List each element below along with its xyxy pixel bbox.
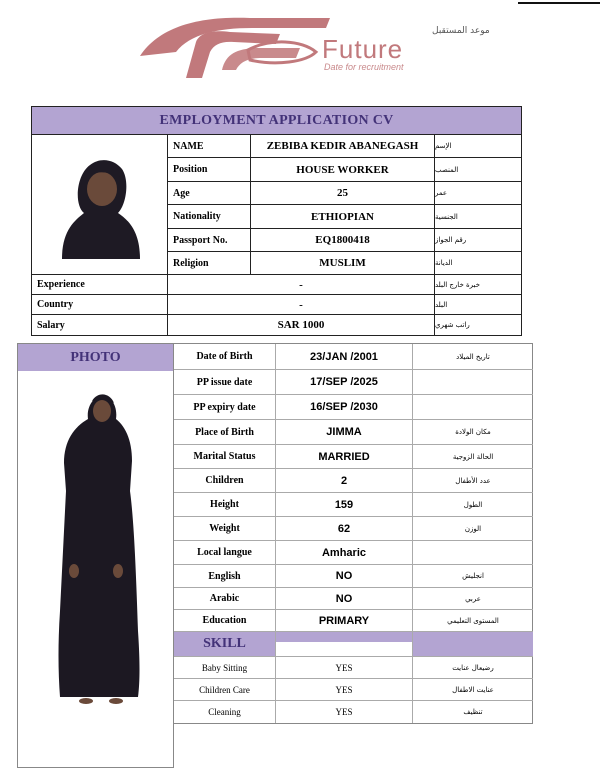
detail-label: Local langue bbox=[174, 541, 276, 564]
portrait-photo bbox=[32, 135, 168, 275]
row-arabic: خبرة خارج البلد bbox=[435, 280, 480, 289]
detail-label: Date of Birth bbox=[174, 344, 276, 369]
detail-label: Weight bbox=[174, 517, 276, 540]
row-value: - bbox=[168, 295, 435, 314]
row-value: HOUSE WORKER bbox=[251, 158, 435, 181]
skill-value: YES bbox=[276, 679, 413, 700]
full-photo-panel bbox=[17, 343, 174, 768]
detail-label: PP issue date bbox=[174, 370, 276, 394]
row-value: 25 bbox=[251, 182, 435, 204]
detail-arabic: الحالة الزوجية bbox=[452, 452, 494, 461]
detail-arabic bbox=[413, 370, 533, 394]
cv-row-salary bbox=[32, 315, 521, 335]
detail-label: Place of Birth bbox=[174, 420, 276, 444]
row-value: - bbox=[168, 275, 435, 294]
portrait-image bbox=[32, 135, 168, 275]
skill-header-right bbox=[413, 632, 533, 656]
row-arabic: الإسم bbox=[435, 142, 452, 150]
detail-value: NO bbox=[276, 588, 413, 609]
row-label: Salary bbox=[32, 315, 168, 335]
detail-arabic bbox=[413, 395, 533, 419]
row-value: ETHIOPIAN bbox=[251, 205, 435, 228]
detail-value: JIMMA bbox=[276, 420, 413, 444]
skill-title: SKILL bbox=[174, 632, 276, 656]
detail-arabic: عدد الأطفال bbox=[455, 476, 491, 485]
future-logo bbox=[130, 8, 490, 88]
brand-arabic: موعد المستقبل bbox=[432, 26, 490, 36]
skill-header-row bbox=[174, 632, 533, 657]
detail-row bbox=[174, 541, 533, 565]
detail-label: Height bbox=[174, 493, 276, 516]
detail-arabic: الطول bbox=[463, 500, 483, 509]
row-arabic: المنصب bbox=[435, 165, 459, 174]
row-arabic: البلد bbox=[435, 300, 448, 309]
detail-arabic: مكان الولادة bbox=[455, 428, 491, 436]
detail-arabic: انجليش bbox=[462, 572, 484, 580]
cv-row-age bbox=[168, 182, 521, 205]
row-value: EQ1800418 bbox=[251, 229, 435, 251]
row-value: SAR 1000 bbox=[168, 315, 435, 335]
cv-row-name bbox=[168, 135, 521, 158]
row-arabic: الجنسية bbox=[435, 212, 458, 221]
detail-arabic: تاريخ الميلاد bbox=[456, 352, 490, 361]
detail-row bbox=[174, 469, 533, 493]
detail-label: Education bbox=[174, 610, 276, 631]
skill-row bbox=[174, 679, 533, 701]
skill-arabic: رضيعال عنايت bbox=[452, 663, 494, 672]
detail-value: 159 bbox=[276, 493, 413, 516]
detail-value: 2 bbox=[276, 469, 413, 492]
cv-row-experience bbox=[32, 275, 521, 295]
detail-row bbox=[174, 420, 533, 445]
skill-row bbox=[174, 657, 533, 679]
row-label: Age bbox=[168, 182, 251, 204]
row-arabic: الديانة bbox=[435, 259, 453, 267]
row-label: Country bbox=[32, 295, 168, 314]
row-arabic: راتب شهري bbox=[435, 321, 470, 329]
detail-value: 62 bbox=[276, 517, 413, 540]
cv-row-position bbox=[168, 158, 521, 182]
detail-arabic bbox=[413, 541, 533, 564]
detail-row bbox=[174, 445, 533, 469]
details-table bbox=[174, 343, 533, 724]
detail-value: 17/SEP /2025 bbox=[276, 370, 413, 394]
detail-value: 16/SEP /2030 bbox=[276, 395, 413, 419]
row-label: Passport No. bbox=[168, 229, 251, 251]
detail-row bbox=[174, 344, 533, 370]
cv-row-nationality bbox=[168, 205, 521, 229]
detail-label: Children bbox=[174, 469, 276, 492]
row-value: MUSLIM bbox=[251, 252, 435, 274]
detail-label: Marital Status bbox=[174, 445, 276, 468]
cv-summary-table bbox=[31, 106, 522, 336]
row-label: Religion bbox=[168, 252, 251, 274]
detail-row bbox=[174, 565, 533, 588]
row-label: Experience bbox=[32, 275, 168, 294]
photo-title: PHOTO bbox=[18, 344, 173, 371]
skill-value: YES bbox=[276, 657, 413, 678]
detail-row bbox=[174, 395, 533, 420]
skill-header-mid bbox=[276, 632, 413, 656]
row-label: Position bbox=[168, 158, 251, 181]
row-value: ZEBIBA KEDIR ABANEGASH bbox=[251, 135, 435, 157]
skill-row bbox=[174, 701, 533, 723]
header-rule bbox=[518, 2, 600, 4]
detail-value: 23/JAN /2001 bbox=[276, 344, 413, 369]
row-arabic: رقم الجواز bbox=[435, 236, 467, 244]
cv-row-country bbox=[32, 295, 521, 315]
detail-arabic: المستوى التعليمي bbox=[447, 616, 499, 625]
detail-value: NO bbox=[276, 565, 413, 587]
detail-row bbox=[174, 610, 533, 632]
detail-arabic: الوزن bbox=[464, 524, 482, 533]
detail-label: PP expiry date bbox=[174, 395, 276, 419]
cv-row-religion bbox=[168, 252, 521, 275]
brand-word: Future bbox=[322, 34, 404, 64]
detail-row bbox=[174, 588, 533, 610]
brand-tagline: Date for recruitment bbox=[324, 62, 404, 72]
detail-value: PRIMARY bbox=[276, 610, 413, 631]
detail-value: MARRIED bbox=[276, 445, 413, 468]
skill-arabic: تنظيف bbox=[463, 708, 483, 716]
detail-row bbox=[174, 517, 533, 541]
row-arabic: عمر bbox=[435, 189, 448, 197]
row-label: Nationality bbox=[168, 205, 251, 228]
skill-label: Baby Sitting bbox=[174, 657, 276, 678]
cv-row-passport bbox=[168, 229, 521, 252]
detail-value: Amharic bbox=[276, 541, 413, 564]
skill-label: Cleaning bbox=[174, 701, 276, 723]
skill-value: YES bbox=[276, 701, 413, 723]
detail-row bbox=[174, 370, 533, 395]
detail-row bbox=[174, 493, 533, 517]
full-body-image bbox=[18, 371, 175, 769]
cv-title: EMPLOYMENT APPLICATION CV bbox=[32, 107, 521, 135]
row-label: NAME bbox=[168, 135, 251, 157]
detail-arabic: عربي bbox=[465, 594, 481, 603]
skill-arabic: عنايت الاطفال bbox=[452, 685, 494, 694]
skill-label: Children Care bbox=[174, 679, 276, 700]
detail-label: Arabic bbox=[174, 588, 276, 609]
detail-label: English bbox=[174, 565, 276, 587]
